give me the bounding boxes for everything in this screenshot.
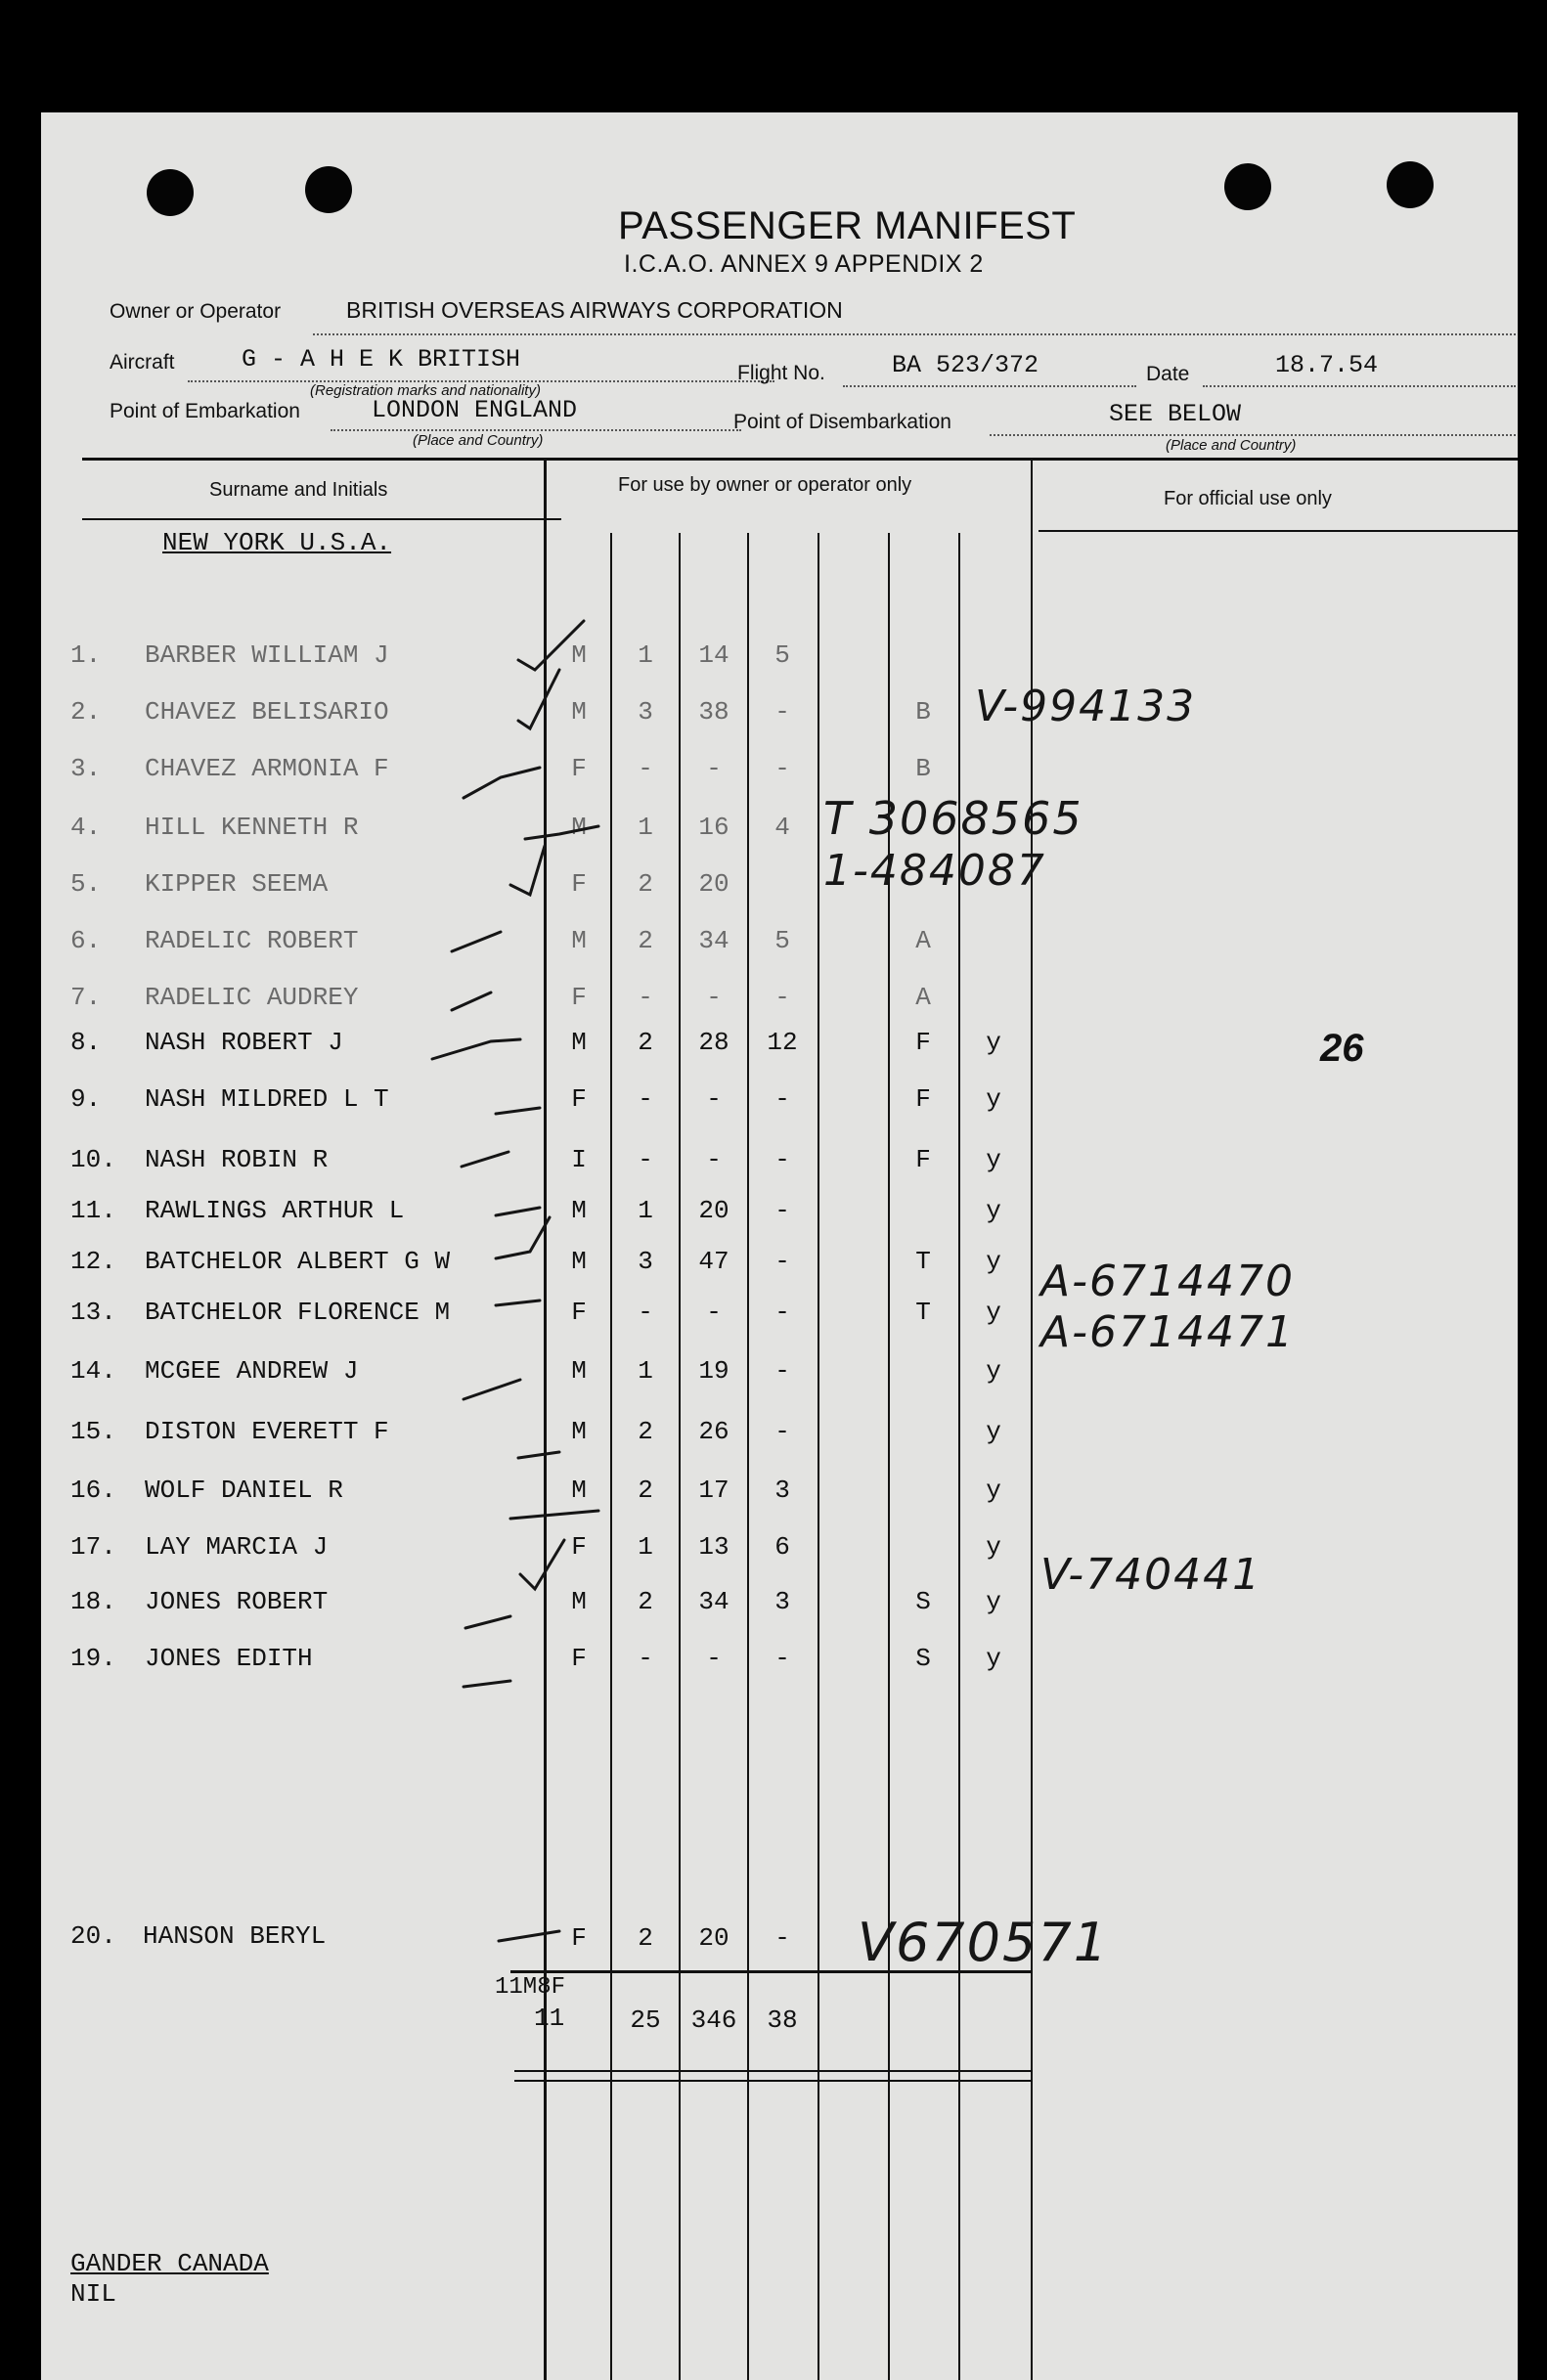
passenger-col4: A	[915, 983, 931, 1012]
disembarkation-value: SEE BELOW	[1109, 400, 1242, 428]
passenger-col4: F	[915, 1084, 931, 1114]
passenger-name: BARBER WILLIAM J	[145, 640, 389, 670]
passenger-name: HILL KENNETH R	[145, 813, 359, 842]
passenger-col3: 3	[774, 1476, 790, 1505]
passenger-sex: F	[571, 1923, 587, 1953]
passenger-number: 8.	[70, 1028, 102, 1057]
passenger-sex: M	[571, 1476, 587, 1505]
passenger-col1: 2	[638, 926, 653, 955]
passenger-col3: -	[774, 754, 790, 783]
passenger-col3: 12	[767, 1028, 798, 1057]
passenger-col3: 5	[774, 926, 790, 955]
passenger-col5: y	[986, 1196, 1001, 1225]
passenger-col2: -	[706, 1644, 722, 1673]
passenger-number: 20.	[70, 1921, 116, 1951]
passenger-number: 4.	[70, 813, 102, 842]
disembarkation-label: Point of Disembarkation	[733, 411, 951, 433]
passenger-col2: 20	[698, 1923, 729, 1953]
passenger-sex: M	[571, 1356, 587, 1386]
passenger-name: HANSON BERYL	[143, 1921, 327, 1951]
passenger-sex: M	[571, 640, 587, 670]
handwritten-note: A-6714470	[1040, 1256, 1295, 1306]
passenger-col5: y	[986, 1356, 1001, 1386]
passenger-col2: 17	[698, 1476, 729, 1505]
passenger-col4: F	[915, 1145, 931, 1174]
passenger-col1: 1	[638, 640, 653, 670]
passenger-col4: T	[915, 1247, 931, 1276]
passenger-col1: -	[638, 1084, 653, 1114]
passenger-col2: 28	[698, 1028, 729, 1057]
embarkation-value: LONDON ENGLAND	[372, 396, 578, 424]
passenger-col4: B	[915, 754, 931, 783]
passenger-col3: -	[774, 1196, 790, 1225]
official-use-header: For official use only	[1164, 488, 1332, 509]
document-subtitle: I.C.A.O. ANNEX 9 APPENDIX 2	[624, 250, 984, 278]
passenger-number: 14.	[70, 1356, 116, 1386]
passenger-sex: I	[571, 1145, 587, 1174]
aircraft-label: Aircraft	[110, 351, 175, 374]
document-title: PASSENGER MANIFEST	[618, 204, 1077, 247]
passenger-number: 18.	[70, 1587, 116, 1616]
passenger-col5: y	[986, 1532, 1001, 1562]
date-value: 18.7.54	[1275, 351, 1379, 379]
destination-heading: GANDER CANADA	[70, 2249, 269, 2278]
passenger-name: BATCHELOR ALBERT G W	[145, 1247, 451, 1276]
passenger-col1: -	[638, 754, 653, 783]
passenger-col2: 47	[698, 1247, 729, 1276]
passenger-sex: F	[571, 1298, 587, 1327]
passenger-col5: y	[986, 1145, 1001, 1174]
embarkation-note: (Place and Country)	[413, 432, 544, 449]
flight-label: Flight No.	[737, 362, 825, 384]
passenger-number: 9.	[70, 1084, 102, 1114]
passenger-name: KIPPER SEEMA	[145, 869, 329, 899]
passenger-number: 1.	[70, 640, 102, 670]
passenger-col2: 14	[698, 640, 729, 670]
passenger-col2: -	[706, 754, 722, 783]
passenger-col1: 2	[638, 1028, 653, 1057]
date-label: Date	[1146, 363, 1190, 385]
passenger-sex: M	[571, 1247, 587, 1276]
passenger-col1: 1	[638, 1196, 653, 1225]
passenger-number: 11.	[70, 1196, 116, 1225]
passenger-sex: F	[571, 983, 587, 1012]
passenger-col4: F	[915, 1028, 931, 1057]
passenger-col4: S	[915, 1644, 931, 1673]
passenger-col3: -	[774, 1145, 790, 1174]
passenger-col5: y	[986, 1587, 1001, 1616]
passenger-col3: -	[774, 1356, 790, 1386]
passenger-col3: -	[774, 697, 790, 727]
passenger-number: 15.	[70, 1417, 116, 1446]
passenger-col1: 2	[638, 1476, 653, 1505]
passenger-sex: M	[571, 926, 587, 955]
passenger-col1: 3	[638, 697, 653, 727]
passenger-col2: 38	[698, 697, 729, 727]
totals-col3: 38	[767, 2005, 798, 2035]
passenger-sex: F	[571, 1532, 587, 1562]
passenger-col4: B	[915, 697, 931, 727]
passenger-col5: y	[986, 1298, 1001, 1327]
passenger-sex: M	[571, 1196, 587, 1225]
owner-use-header: For use by owner or operator only	[618, 474, 912, 496]
destination-value: NIL	[70, 2279, 116, 2309]
passenger-col2: -	[706, 1145, 722, 1174]
passenger-col5: y	[986, 1476, 1001, 1505]
owner-value: BRITISH OVERSEAS AIRWAYS CORPORATION	[346, 297, 843, 323]
passenger-name: NASH MILDRED L T	[145, 1084, 389, 1114]
handwritten-note: V-994133	[975, 682, 1197, 731]
passenger-sex: M	[571, 813, 587, 842]
passenger-sex: F	[571, 754, 587, 783]
passenger-name: CHAVEZ ARMONIA F	[145, 754, 389, 783]
totals-col1: 25	[630, 2005, 661, 2035]
passenger-name: RADELIC AUDREY	[145, 983, 359, 1012]
passenger-col2: 20	[698, 869, 729, 899]
passenger-col1: -	[638, 983, 653, 1012]
manifest-sheet	[41, 112, 1518, 2380]
passenger-col2: 20	[698, 1196, 729, 1225]
passenger-col5: y	[986, 1644, 1001, 1673]
passenger-col2: 34	[698, 926, 729, 955]
passenger-name: JONES ROBERT	[145, 1587, 329, 1616]
passenger-name: NASH ROBERT J	[145, 1028, 343, 1057]
passenger-col4: S	[915, 1587, 931, 1616]
handwritten-note: A-6714471	[1040, 1307, 1295, 1357]
passenger-name: MCGEE ANDREW J	[145, 1356, 359, 1386]
page-number-stamp: 26	[1320, 1027, 1364, 1070]
passenger-col1: 2	[638, 1417, 653, 1446]
passenger-col1: 3	[638, 1247, 653, 1276]
passenger-sex: M	[571, 1028, 587, 1057]
check-marks	[41, 112, 1518, 2380]
passenger-col1: 2	[638, 1923, 653, 1953]
flight-value: BA 523/372	[892, 351, 1039, 379]
passenger-col3: 6	[774, 1532, 790, 1562]
embarkation-label: Point of Embarkation	[110, 400, 300, 422]
totals-count: 11	[534, 2004, 565, 2033]
passenger-col2: 16	[698, 813, 729, 842]
passenger-name: CHAVEZ BELISARIO	[145, 697, 389, 727]
passenger-name: DISTON EVERETT F	[145, 1417, 389, 1446]
passenger-sex: F	[571, 869, 587, 899]
disembarkation-note: (Place and Country)	[1166, 437, 1297, 454]
passenger-col1: 1	[638, 1532, 653, 1562]
passenger-name: RAWLINGS ARTHUR L	[145, 1196, 405, 1225]
passenger-col2: 13	[698, 1532, 729, 1562]
passenger-col3: -	[774, 1417, 790, 1446]
passenger-sex: M	[571, 1587, 587, 1616]
passenger-col2: -	[706, 983, 722, 1012]
passenger-name: NASH ROBIN R	[145, 1145, 329, 1174]
passenger-sex: M	[571, 1417, 587, 1446]
passenger-col1: -	[638, 1145, 653, 1174]
passenger-col3: 3	[774, 1587, 790, 1616]
passenger-number: 3.	[70, 754, 102, 783]
passenger-col4: A	[915, 926, 931, 955]
passenger-number: 7.	[70, 983, 102, 1012]
passenger-col1: -	[638, 1298, 653, 1327]
passenger-col5: y	[986, 1417, 1001, 1446]
surname-header: Surname and Initials	[209, 479, 388, 501]
passenger-number: 5.	[70, 869, 102, 899]
totals-mf: 11M8F	[495, 1974, 566, 2001]
passenger-name: LAY MARCIA J	[145, 1532, 329, 1562]
passenger-col3: 5	[774, 640, 790, 670]
passenger-sex: F	[571, 1644, 587, 1673]
passenger-col4: T	[915, 1298, 931, 1327]
passenger-number: 6.	[70, 926, 102, 955]
passenger-number: 2.	[70, 697, 102, 727]
passenger-col3: -	[774, 1298, 790, 1327]
passenger-col3: -	[774, 1923, 790, 1953]
destination-heading: NEW YORK U.S.A.	[162, 528, 392, 557]
passenger-col3: -	[774, 1084, 790, 1114]
passenger-col2: -	[706, 1084, 722, 1114]
passenger-col3: -	[774, 1247, 790, 1276]
passenger-col3: -	[774, 983, 790, 1012]
owner-label: Owner or Operator	[110, 300, 282, 323]
passenger-sex: F	[571, 1084, 587, 1114]
handwritten-note: V670571	[858, 1912, 1110, 1973]
passenger-col2: -	[706, 1298, 722, 1327]
passenger-col3: -	[774, 1644, 790, 1673]
passenger-col3: 4	[774, 813, 790, 842]
passenger-col5: y	[986, 1084, 1001, 1114]
passenger-col5: y	[986, 1028, 1001, 1057]
passenger-col1: 1	[638, 1356, 653, 1386]
passenger-sex: M	[571, 697, 587, 727]
passenger-number: 10.	[70, 1145, 116, 1174]
passenger-number: 16.	[70, 1476, 116, 1505]
passenger-col1: 2	[638, 1587, 653, 1616]
passenger-number: 12.	[70, 1247, 116, 1276]
passenger-col2: 34	[698, 1587, 729, 1616]
passenger-number: 13.	[70, 1298, 116, 1327]
passenger-number: 17.	[70, 1532, 116, 1562]
passenger-col2: 19	[698, 1356, 729, 1386]
passenger-name: WOLF DANIEL R	[145, 1476, 343, 1505]
totals-col2: 346	[690, 2005, 737, 2035]
handwritten-note: V-740441	[1040, 1550, 1262, 1600]
passenger-name: BATCHELOR FLORENCE M	[145, 1298, 451, 1327]
passenger-col1: 2	[638, 869, 653, 899]
aircraft-note: (Registration marks and nationality)	[310, 382, 541, 399]
handwritten-note: 1-484087	[823, 846, 1046, 896]
passenger-col5: y	[986, 1247, 1001, 1276]
passenger-name: JONES EDITH	[145, 1644, 313, 1673]
handwritten-note: T 3068565	[823, 792, 1083, 845]
passenger-number: 19.	[70, 1644, 116, 1673]
passenger-col2: 26	[698, 1417, 729, 1446]
passenger-col1: 1	[638, 813, 653, 842]
passenger-name: RADELIC ROBERT	[145, 926, 359, 955]
passenger-col1: -	[638, 1644, 653, 1673]
aircraft-value: G - A H E K BRITISH	[242, 345, 521, 374]
